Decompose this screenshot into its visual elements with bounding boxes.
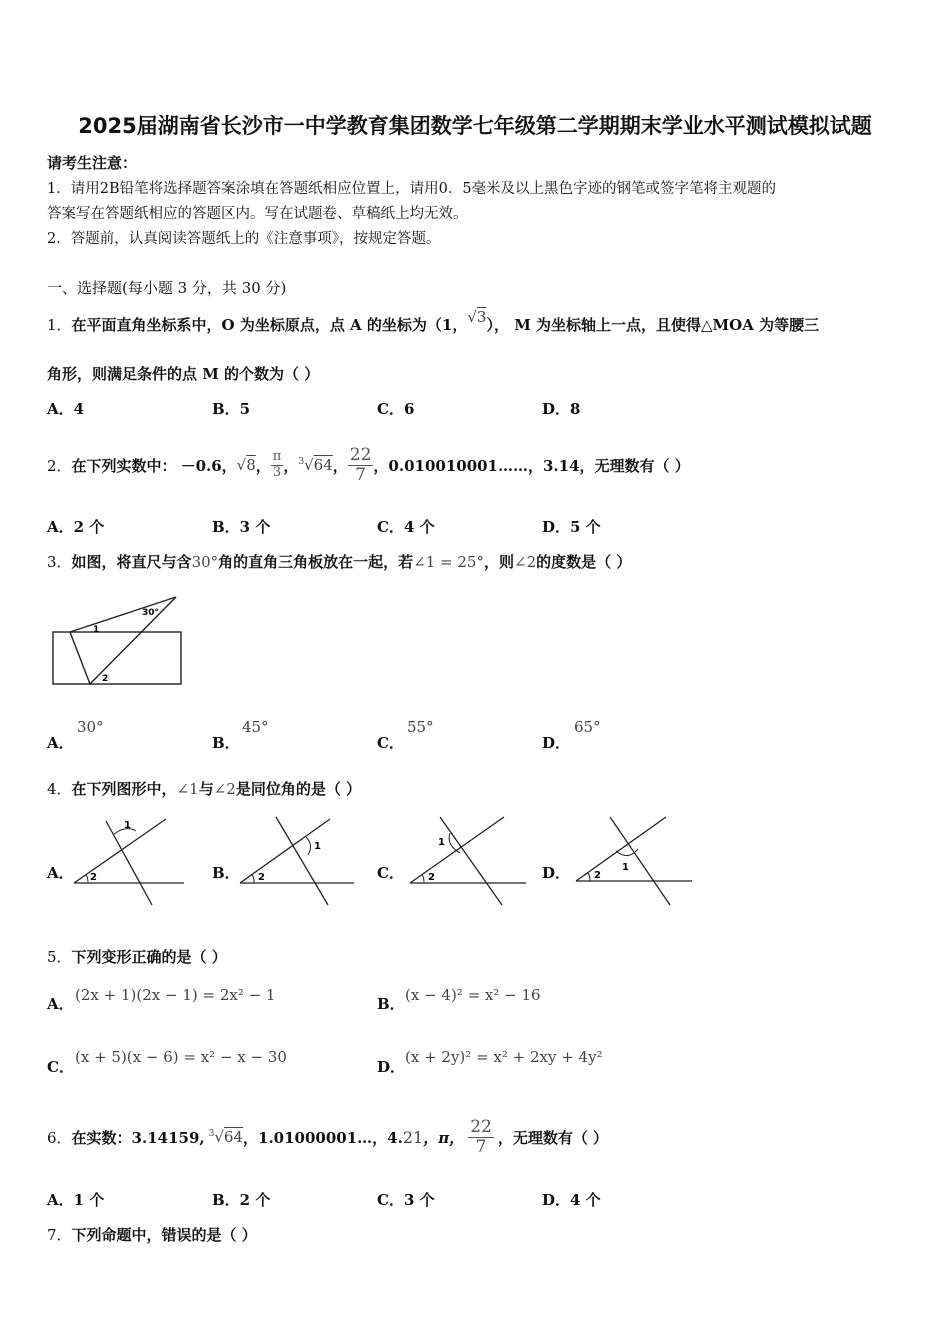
q6-option-d: D．4 个 (542, 1191, 601, 1209)
q3-deg30: 30° (191, 553, 219, 571)
q4-figure-c (406, 815, 530, 907)
q1-text-a: 在平面直角坐标系中，O 为坐标原点，点 A 的坐标为（1， (71, 316, 468, 334)
triangle (70, 597, 176, 684)
q5-option-d-letter: D． (377, 1058, 406, 1076)
page-title: 2025届湖南省长沙市一中学教育集团数学七年级第二学期期末学业水平测试模拟试题 (78, 114, 872, 138)
q5-option-a-letter: A． (47, 995, 74, 1013)
fig-b-label-1: 1 (314, 841, 321, 852)
q2-option-c: C．4 个 (377, 518, 435, 536)
q1-option-b: B．5 (212, 400, 251, 418)
q2-sqrt8: √8 (236, 456, 256, 474)
q5-number: 5． (47, 948, 72, 966)
q5-option-b-expr: (x − 4)² = x² − 16 (405, 986, 541, 1004)
q3-text-c: ，则 (483, 553, 514, 571)
q2-option-b: B．3 个 (212, 518, 271, 536)
q1-line-2: 角形，则满足条件的点 M 的个数为（ ） (47, 365, 320, 383)
section-heading: 一、选择题(每小题 3 分，共 30 分) (47, 279, 287, 297)
q1-number: 1． (47, 316, 72, 334)
q6-option-b: B．2 个 (212, 1191, 271, 1209)
q3-ruler-triangle-figure (48, 592, 188, 692)
fig-d-label-1: 1 (622, 862, 629, 873)
q3-option-a-letter: A． (47, 734, 74, 752)
question-5 (47, 946, 227, 967)
q4-angle-1: ∠1 (176, 780, 199, 798)
q3-option-d-letter: D． (542, 734, 571, 752)
q6-number: 6． (47, 1128, 72, 1147)
q4-figure-b (236, 815, 358, 907)
q2-lead: 在下列实数中： (71, 456, 177, 475)
q3-option-d-value: 65° (574, 718, 601, 736)
q2-option-a: A．2 个 (47, 518, 105, 536)
q3-option-b-value: 45° (242, 718, 269, 736)
question-2: 2． 在下列实数中： －0.6， √8 ， $\frac{\pi}{3}$ ， $^3$√64 ， $\frac{22}{7}$ ，0.010010001……，3.14，无理数有（ ） (47, 444, 690, 485)
q4-option-b-letter: B． (212, 864, 240, 882)
q3-angle-condition: ∠1 = 25° (413, 553, 484, 571)
q2-number: 2． (47, 456, 72, 475)
q4-figure-d (572, 815, 696, 907)
q1-option-c: C．6 (377, 400, 415, 418)
fig-label-angle-2: 2 (102, 674, 109, 684)
q6-cbrt64: $^3$√64 (208, 1128, 244, 1146)
q1-option-a: A．4 (47, 400, 85, 418)
q7-number: 7． (47, 1226, 72, 1244)
q6-option-a: A．1 个 (47, 1191, 105, 1209)
fig-c-label-2: 2 (428, 872, 435, 883)
notice-line-1a: 1．请用2B铅笔将选择题答案涂填在答题纸相应位置上，请用0．5毫米及以上黑色字迹的钢笔或签字笔将主观题的 (47, 181, 777, 197)
q2-pi-over-3: $\frac{\pi}{3}$ (272, 449, 282, 480)
q3-number: 3． (47, 553, 72, 571)
q3-text-d: 的度数是（ ） (536, 553, 632, 571)
q5-option-d-expr: (x + 2y)² = x² + 2xy + 4y² (405, 1048, 603, 1066)
q1-text-b: ）， M 为坐标轴上一点，且使得△MOA 为等腰三 (486, 316, 820, 334)
notice-heading: 请考生注意： (47, 154, 138, 172)
q4-text-c: 是同位角的是（ ） (235, 780, 362, 798)
q6-text-d: ，π， (423, 1128, 465, 1147)
question-7 (47, 1224, 257, 1245)
fig-b-label-2: 2 (258, 872, 265, 883)
q6-text-e: ，无理数有（ ） (497, 1128, 609, 1147)
q3-text-b: 角的直角三角板放在一起，若 (218, 553, 414, 571)
q7-text: 下列命题中，错误的是（ ） (71, 1226, 257, 1244)
q6-text-c: 21 (402, 1127, 424, 1147)
notice-line-1b: 答案写在答题纸相应的答题区内。写在试题卷、草稿纸上均无效。 (47, 206, 468, 222)
q4-number: 4． (47, 780, 72, 798)
fig-label-angle-1: 1 (93, 625, 100, 635)
q4-figure-a (70, 815, 188, 907)
q2-fraction-22-7: $\frac{22}{7}$ (349, 444, 372, 485)
q1-sqrt: √3 (467, 308, 487, 326)
q2-value-1: －0.6， (180, 456, 237, 475)
q4-option-d-letter: D． (542, 864, 571, 882)
fig-a-label-1: 1 (124, 820, 131, 831)
fig-label-30deg: 30° (142, 608, 160, 618)
q2-option-d: D．5 个 (542, 518, 601, 536)
question-3 (47, 551, 631, 572)
q1-option-d: D．8 (542, 400, 581, 418)
q4-angle-2: ∠2 (213, 780, 236, 798)
question-6 (47, 1104, 608, 1170)
q4-text-a: 在下列图形中， (71, 780, 177, 798)
question-1 (47, 308, 820, 335)
q6-text-b: ，1.01000001…，4. (243, 1128, 403, 1147)
q3-option-a-value: 30° (77, 718, 104, 736)
q2-tail: ，0.010010001……，3.14，无理数有（ ） (373, 456, 690, 475)
q5-option-b-letter: B． (377, 995, 405, 1013)
q5-option-c-letter: C． (47, 1058, 74, 1076)
q3-option-c-letter: C． (377, 734, 404, 752)
question-4 (47, 778, 361, 799)
q4-text-b: 与 (198, 780, 214, 798)
q3-angle-2: ∠2 (514, 553, 537, 571)
q3-text-a: 如图，将直尺与含 (71, 553, 192, 571)
q5-option-c-expr: (x + 5)(x − 6) = x² − x − 30 (75, 1048, 287, 1066)
q4-option-a-letter: A． (47, 864, 74, 882)
q6-text-a: 在实数：3.14159, (71, 1128, 205, 1147)
q4-option-c-letter: C． (377, 864, 404, 882)
q6-fraction-22-7: $\frac{22}{7}$ (470, 1116, 492, 1157)
fig-d-label-2: 2 (594, 870, 601, 881)
ruler (53, 632, 181, 684)
q5-option-a-expr: (2x + 1)(2x − 1) = 2x² − 1 (75, 986, 276, 1004)
fig-a-label-2: 2 (90, 872, 97, 883)
notice-line-2: 2．答题前，认真阅读答题纸上的《注意事项》，按规定答题。 (47, 231, 441, 247)
q6-option-c: C．3 个 (377, 1191, 435, 1209)
fig-c-label-1: 1 (438, 837, 445, 848)
q3-option-c-value: 55° (407, 718, 434, 736)
q2-cbrt64: $^3$√64 (298, 456, 333, 474)
q5-text: 下列变形正确的是（ ） (71, 948, 227, 966)
q3-option-b-letter: B． (212, 734, 240, 752)
